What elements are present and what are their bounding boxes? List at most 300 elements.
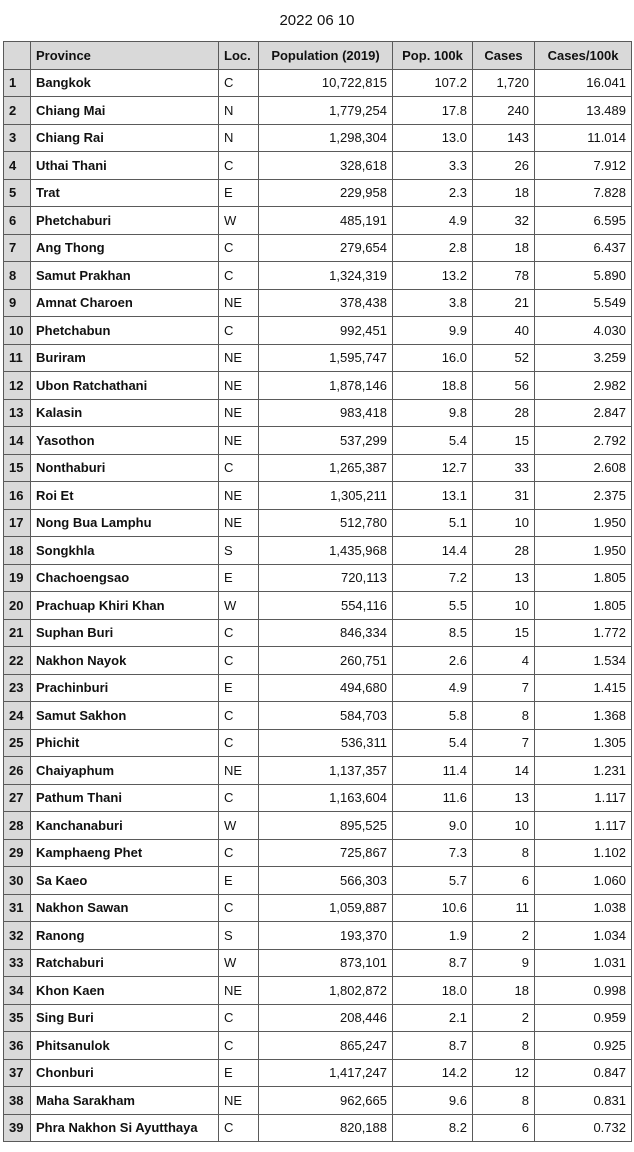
cell-cases: 6 [473, 867, 535, 895]
cell-cases-per-100k: 1.805 [535, 564, 632, 592]
cell-population: 895,525 [259, 812, 393, 840]
cell-loc: E [219, 1059, 259, 1087]
cell-population: 1,417,247 [259, 1059, 393, 1087]
header-pop-100k: Pop. 100k [393, 42, 473, 70]
cell-loc: C [219, 1004, 259, 1032]
cell-population: 1,163,604 [259, 784, 393, 812]
cell-loc: NE [219, 977, 259, 1005]
cell-pop-100k: 12.7 [393, 454, 473, 482]
cell-population: 992,451 [259, 317, 393, 345]
cell-province: Uthai Thani [31, 152, 219, 180]
cell-cases-per-100k: 1.805 [535, 592, 632, 620]
cell-loc: NE [219, 289, 259, 317]
cell-cases: 21 [473, 289, 535, 317]
table-row [4, 839, 632, 867]
cell-pop-100k: 4.9 [393, 207, 473, 235]
table-row [4, 262, 632, 290]
table-header [4, 42, 632, 70]
cell-pop-100k: 8.5 [393, 619, 473, 647]
table-row [4, 179, 632, 207]
cell-province: Sing Buri [31, 1004, 219, 1032]
cell-cases-per-100k: 6.437 [535, 234, 632, 262]
cell-loc: N [219, 97, 259, 125]
table-body [4, 69, 632, 1142]
cell-population: 193,370 [259, 922, 393, 950]
table-row [4, 97, 632, 125]
cell-cases-per-100k: 16.041 [535, 69, 632, 97]
cell-cases-per-100k: 2.792 [535, 427, 632, 455]
table-row [4, 894, 632, 922]
row-index: 27 [4, 784, 31, 812]
table-row [4, 867, 632, 895]
row-index: 19 [4, 564, 31, 592]
cell-cases-per-100k: 3.259 [535, 344, 632, 372]
cell-loc: C [219, 234, 259, 262]
cell-pop-100k: 9.0 [393, 812, 473, 840]
cell-pop-100k: 2.1 [393, 1004, 473, 1032]
cell-loc: C [219, 262, 259, 290]
cell-loc: W [219, 812, 259, 840]
row-index: 35 [4, 1004, 31, 1032]
cell-cases: 8 [473, 702, 535, 730]
cell-province: Yasothon [31, 427, 219, 455]
cell-cases-per-100k: 0.998 [535, 977, 632, 1005]
cell-cases-per-100k: 2.608 [535, 454, 632, 482]
cell-loc: NE [219, 399, 259, 427]
table-row [4, 537, 632, 565]
cell-cases-per-100k: 1.102 [535, 839, 632, 867]
cell-cases: 40 [473, 317, 535, 345]
cell-cases: 1,720 [473, 69, 535, 97]
row-index: 8 [4, 262, 31, 290]
table-row [4, 152, 632, 180]
cell-cases-per-100k: 2.982 [535, 372, 632, 400]
cell-cases-per-100k: 5.549 [535, 289, 632, 317]
cell-pop-100k: 4.9 [393, 674, 473, 702]
table-row [4, 729, 632, 757]
table-row [4, 757, 632, 785]
cell-province: Kamphaeng Phet [31, 839, 219, 867]
cell-province: Phetchaburi [31, 207, 219, 235]
cell-cases-per-100k: 1.038 [535, 894, 632, 922]
cell-province: Suphan Buri [31, 619, 219, 647]
cell-population: 846,334 [259, 619, 393, 647]
row-index: 17 [4, 509, 31, 537]
cell-cases-per-100k: 1.117 [535, 784, 632, 812]
cell-province: Ang Thong [31, 234, 219, 262]
cell-province: Khon Kaen [31, 977, 219, 1005]
table-row [4, 784, 632, 812]
cell-cases: 13 [473, 784, 535, 812]
row-index: 28 [4, 812, 31, 840]
cell-province: Kalasin [31, 399, 219, 427]
cell-province: Chaiyaphum [31, 757, 219, 785]
cell-cases: 18 [473, 234, 535, 262]
cell-pop-100k: 2.8 [393, 234, 473, 262]
cell-cases: 31 [473, 482, 535, 510]
cell-pop-100k: 9.8 [393, 399, 473, 427]
cell-cases-per-100k: 7.828 [535, 179, 632, 207]
cell-loc: W [219, 592, 259, 620]
cell-population: 1,298,304 [259, 124, 393, 152]
row-index: 24 [4, 702, 31, 730]
cell-province: Ranong [31, 922, 219, 950]
cell-cases-per-100k: 1.534 [535, 647, 632, 675]
cell-province: Songkhla [31, 537, 219, 565]
table-row [4, 344, 632, 372]
cell-loc: NE [219, 1087, 259, 1115]
row-index: 13 [4, 399, 31, 427]
cell-cases: 4 [473, 647, 535, 675]
table-row [4, 69, 632, 97]
cell-pop-100k: 8.2 [393, 1114, 473, 1142]
row-index: 18 [4, 537, 31, 565]
row-index: 32 [4, 922, 31, 950]
table-row [4, 399, 632, 427]
row-index: 14 [4, 427, 31, 455]
table-row [4, 702, 632, 730]
row-index: 36 [4, 1032, 31, 1060]
cell-loc: C [219, 619, 259, 647]
cell-population: 1,435,968 [259, 537, 393, 565]
cell-province: Ubon Ratchathani [31, 372, 219, 400]
cell-population: 229,958 [259, 179, 393, 207]
cell-province: Amnat Charoen [31, 289, 219, 317]
header-cases: Cases [473, 42, 535, 70]
cell-pop-100k: 5.7 [393, 867, 473, 895]
header-province: Province [31, 42, 219, 70]
cell-population: 328,618 [259, 152, 393, 180]
cell-cases: 9 [473, 949, 535, 977]
cell-cases-per-100k: 2.847 [535, 399, 632, 427]
cell-loc: NE [219, 344, 259, 372]
table-row [4, 454, 632, 482]
cell-cases: 78 [473, 262, 535, 290]
cell-cases: 2 [473, 1004, 535, 1032]
cell-loc: C [219, 317, 259, 345]
cell-loc: NE [219, 757, 259, 785]
cell-pop-100k: 13.0 [393, 124, 473, 152]
cell-cases-per-100k: 0.831 [535, 1087, 632, 1115]
cell-loc: C [219, 647, 259, 675]
cell-cases-per-100k: 1.231 [535, 757, 632, 785]
cell-pop-100k: 9.9 [393, 317, 473, 345]
cell-population: 1,265,387 [259, 454, 393, 482]
row-index: 23 [4, 674, 31, 702]
row-index: 31 [4, 894, 31, 922]
cell-cases-per-100k: 1.950 [535, 509, 632, 537]
cell-province: Prachuap Khiri Khan [31, 592, 219, 620]
cell-population: 1,324,319 [259, 262, 393, 290]
cell-province: Phetchabun [31, 317, 219, 345]
cell-cases: 7 [473, 674, 535, 702]
cell-cases: 18 [473, 977, 535, 1005]
table-row [4, 564, 632, 592]
cell-population: 537,299 [259, 427, 393, 455]
cell-cases: 33 [473, 454, 535, 482]
row-index: 2 [4, 97, 31, 125]
cell-cases-per-100k: 1.034 [535, 922, 632, 950]
row-index: 26 [4, 757, 31, 785]
cell-loc: E [219, 179, 259, 207]
cell-pop-100k: 13.2 [393, 262, 473, 290]
cell-population: 208,446 [259, 1004, 393, 1032]
cell-cases-per-100k: 11.014 [535, 124, 632, 152]
cell-cases-per-100k: 1.415 [535, 674, 632, 702]
cell-pop-100k: 2.3 [393, 179, 473, 207]
row-index: 12 [4, 372, 31, 400]
cell-province: Phra Nakhon Si Ayutthaya [31, 1114, 219, 1142]
cell-cases-per-100k: 1.117 [535, 812, 632, 840]
row-index: 37 [4, 1059, 31, 1087]
table-row [4, 674, 632, 702]
cell-cases-per-100k: 2.375 [535, 482, 632, 510]
cell-cases-per-100k: 5.890 [535, 262, 632, 290]
cell-population: 485,191 [259, 207, 393, 235]
cell-population: 720,113 [259, 564, 393, 592]
table-row [4, 509, 632, 537]
cell-province: Samut Sakhon [31, 702, 219, 730]
cell-loc: NE [219, 427, 259, 455]
cell-cases: 52 [473, 344, 535, 372]
cell-province: Pathum Thani [31, 784, 219, 812]
cell-province: Nakhon Nayok [31, 647, 219, 675]
cell-pop-100k: 18.8 [393, 372, 473, 400]
cell-cases-per-100k: 1.060 [535, 867, 632, 895]
cell-loc: C [219, 454, 259, 482]
cell-cases: 2 [473, 922, 535, 950]
header-population: Population (2019) [259, 42, 393, 70]
cell-population: 536,311 [259, 729, 393, 757]
cell-province: Ratchaburi [31, 949, 219, 977]
table-row [4, 1059, 632, 1087]
cell-population: 962,665 [259, 1087, 393, 1115]
table-row [4, 234, 632, 262]
cell-pop-100k: 14.4 [393, 537, 473, 565]
cell-loc: C [219, 69, 259, 97]
header-index [4, 42, 31, 70]
cell-population: 584,703 [259, 702, 393, 730]
cell-cases: 8 [473, 1032, 535, 1060]
table-row [4, 619, 632, 647]
cell-cases-per-100k: 1.305 [535, 729, 632, 757]
cell-cases: 15 [473, 619, 535, 647]
table-row [4, 482, 632, 510]
cell-population: 1,137,357 [259, 757, 393, 785]
cell-province: Chachoengsao [31, 564, 219, 592]
cell-loc: C [219, 1032, 259, 1060]
cell-population: 725,867 [259, 839, 393, 867]
cell-population: 1,878,146 [259, 372, 393, 400]
cell-population: 820,188 [259, 1114, 393, 1142]
cell-loc: C [219, 839, 259, 867]
table-row [4, 372, 632, 400]
table-row [4, 592, 632, 620]
cell-population: 1,595,747 [259, 344, 393, 372]
cell-cases-per-100k: 1.772 [535, 619, 632, 647]
row-index: 4 [4, 152, 31, 180]
cell-pop-100k: 17.8 [393, 97, 473, 125]
table-row [4, 289, 632, 317]
cell-loc: C [219, 1114, 259, 1142]
cell-loc: E [219, 674, 259, 702]
cell-loc: C [219, 729, 259, 757]
cell-loc: W [219, 207, 259, 235]
cell-province: Phitsanulok [31, 1032, 219, 1060]
cell-population: 512,780 [259, 509, 393, 537]
table-row [4, 812, 632, 840]
cell-cases: 15 [473, 427, 535, 455]
cell-loc: S [219, 537, 259, 565]
cell-pop-100k: 3.3 [393, 152, 473, 180]
cell-pop-100k: 14.2 [393, 1059, 473, 1087]
row-index: 10 [4, 317, 31, 345]
cell-pop-100k: 3.8 [393, 289, 473, 317]
cell-loc: N [219, 124, 259, 152]
cell-province: Sa Kaeo [31, 867, 219, 895]
table-row [4, 949, 632, 977]
page-title: 2022 06 10 [279, 12, 355, 29]
cell-cases: 28 [473, 399, 535, 427]
row-index: 5 [4, 179, 31, 207]
cell-province: Phichit [31, 729, 219, 757]
cell-cases: 10 [473, 812, 535, 840]
cell-loc: NE [219, 509, 259, 537]
cell-population: 1,059,887 [259, 894, 393, 922]
cell-loc: C [219, 784, 259, 812]
cell-cases: 6 [473, 1114, 535, 1142]
cell-cases-per-100k: 0.959 [535, 1004, 632, 1032]
table-row [4, 124, 632, 152]
table-row [4, 207, 632, 235]
table-row [4, 647, 632, 675]
table-row [4, 1114, 632, 1142]
cell-pop-100k: 8.7 [393, 1032, 473, 1060]
cell-cases: 11 [473, 894, 535, 922]
cell-province: Maha Sarakham [31, 1087, 219, 1115]
cell-loc: NE [219, 372, 259, 400]
cell-population: 566,303 [259, 867, 393, 895]
row-index: 16 [4, 482, 31, 510]
cell-province: Chonburi [31, 1059, 219, 1087]
cell-cases: 28 [473, 537, 535, 565]
table-row [4, 1087, 632, 1115]
row-index: 7 [4, 234, 31, 262]
row-index: 15 [4, 454, 31, 482]
cell-cases: 12 [473, 1059, 535, 1087]
cell-pop-100k: 5.8 [393, 702, 473, 730]
row-index: 39 [4, 1114, 31, 1142]
cell-population: 279,654 [259, 234, 393, 262]
cell-loc: E [219, 564, 259, 592]
table-row [4, 977, 632, 1005]
cell-cases: 13 [473, 564, 535, 592]
cell-population: 260,751 [259, 647, 393, 675]
cell-pop-100k: 11.4 [393, 757, 473, 785]
cell-population: 494,680 [259, 674, 393, 702]
cell-cases-per-100k: 4.030 [535, 317, 632, 345]
cell-cases: 143 [473, 124, 535, 152]
row-index: 38 [4, 1087, 31, 1115]
row-index: 25 [4, 729, 31, 757]
cell-pop-100k: 7.2 [393, 564, 473, 592]
header-loc: Loc. [219, 42, 259, 70]
row-index: 6 [4, 207, 31, 235]
cell-pop-100k: 9.6 [393, 1087, 473, 1115]
cell-cases-per-100k: 7.912 [535, 152, 632, 180]
cell-loc: C [219, 702, 259, 730]
row-index: 20 [4, 592, 31, 620]
cell-cases-per-100k: 0.847 [535, 1059, 632, 1087]
cell-pop-100k: 7.3 [393, 839, 473, 867]
cell-cases: 10 [473, 592, 535, 620]
cell-loc: NE [219, 482, 259, 510]
cell-pop-100k: 5.4 [393, 729, 473, 757]
cell-province: Roi Et [31, 482, 219, 510]
cell-pop-100k: 107.2 [393, 69, 473, 97]
cell-province: Kanchanaburi [31, 812, 219, 840]
table-row [4, 427, 632, 455]
cell-cases: 8 [473, 1087, 535, 1115]
cell-cases-per-100k: 1.950 [535, 537, 632, 565]
row-index: 34 [4, 977, 31, 1005]
table-row [4, 317, 632, 345]
cell-cases: 18 [473, 179, 535, 207]
cell-population: 554,116 [259, 592, 393, 620]
cell-population: 10,722,815 [259, 69, 393, 97]
cell-cases: 26 [473, 152, 535, 180]
cell-population: 1,779,254 [259, 97, 393, 125]
cell-cases-per-100k: 0.732 [535, 1114, 632, 1142]
cell-pop-100k: 10.6 [393, 894, 473, 922]
cell-province: Nonthaburi [31, 454, 219, 482]
cell-cases-per-100k: 1.031 [535, 949, 632, 977]
cell-cases: 14 [473, 757, 535, 785]
cell-province: Nong Bua Lamphu [31, 509, 219, 537]
cell-pop-100k: 16.0 [393, 344, 473, 372]
cell-cases: 56 [473, 372, 535, 400]
cell-cases: 10 [473, 509, 535, 537]
cell-population: 983,418 [259, 399, 393, 427]
cell-province: Samut Prakhan [31, 262, 219, 290]
cell-loc: C [219, 894, 259, 922]
cell-province: Prachinburi [31, 674, 219, 702]
cell-population: 1,802,872 [259, 977, 393, 1005]
cell-province: Buriram [31, 344, 219, 372]
cell-pop-100k: 5.5 [393, 592, 473, 620]
row-index: 3 [4, 124, 31, 152]
row-index: 22 [4, 647, 31, 675]
cell-pop-100k: 8.7 [393, 949, 473, 977]
cell-pop-100k: 13.1 [393, 482, 473, 510]
row-index: 30 [4, 867, 31, 895]
province-cases-table [3, 41, 632, 1142]
cell-cases: 7 [473, 729, 535, 757]
cell-loc: W [219, 949, 259, 977]
header-row [4, 42, 632, 70]
cell-population: 1,305,211 [259, 482, 393, 510]
cell-cases: 8 [473, 839, 535, 867]
table-row [4, 1032, 632, 1060]
row-index: 29 [4, 839, 31, 867]
cell-pop-100k: 1.9 [393, 922, 473, 950]
cell-cases-per-100k: 0.925 [535, 1032, 632, 1060]
cell-loc: E [219, 867, 259, 895]
cell-cases-per-100k: 1.368 [535, 702, 632, 730]
row-index: 9 [4, 289, 31, 317]
cell-pop-100k: 5.1 [393, 509, 473, 537]
cell-province: Bangkok [31, 69, 219, 97]
